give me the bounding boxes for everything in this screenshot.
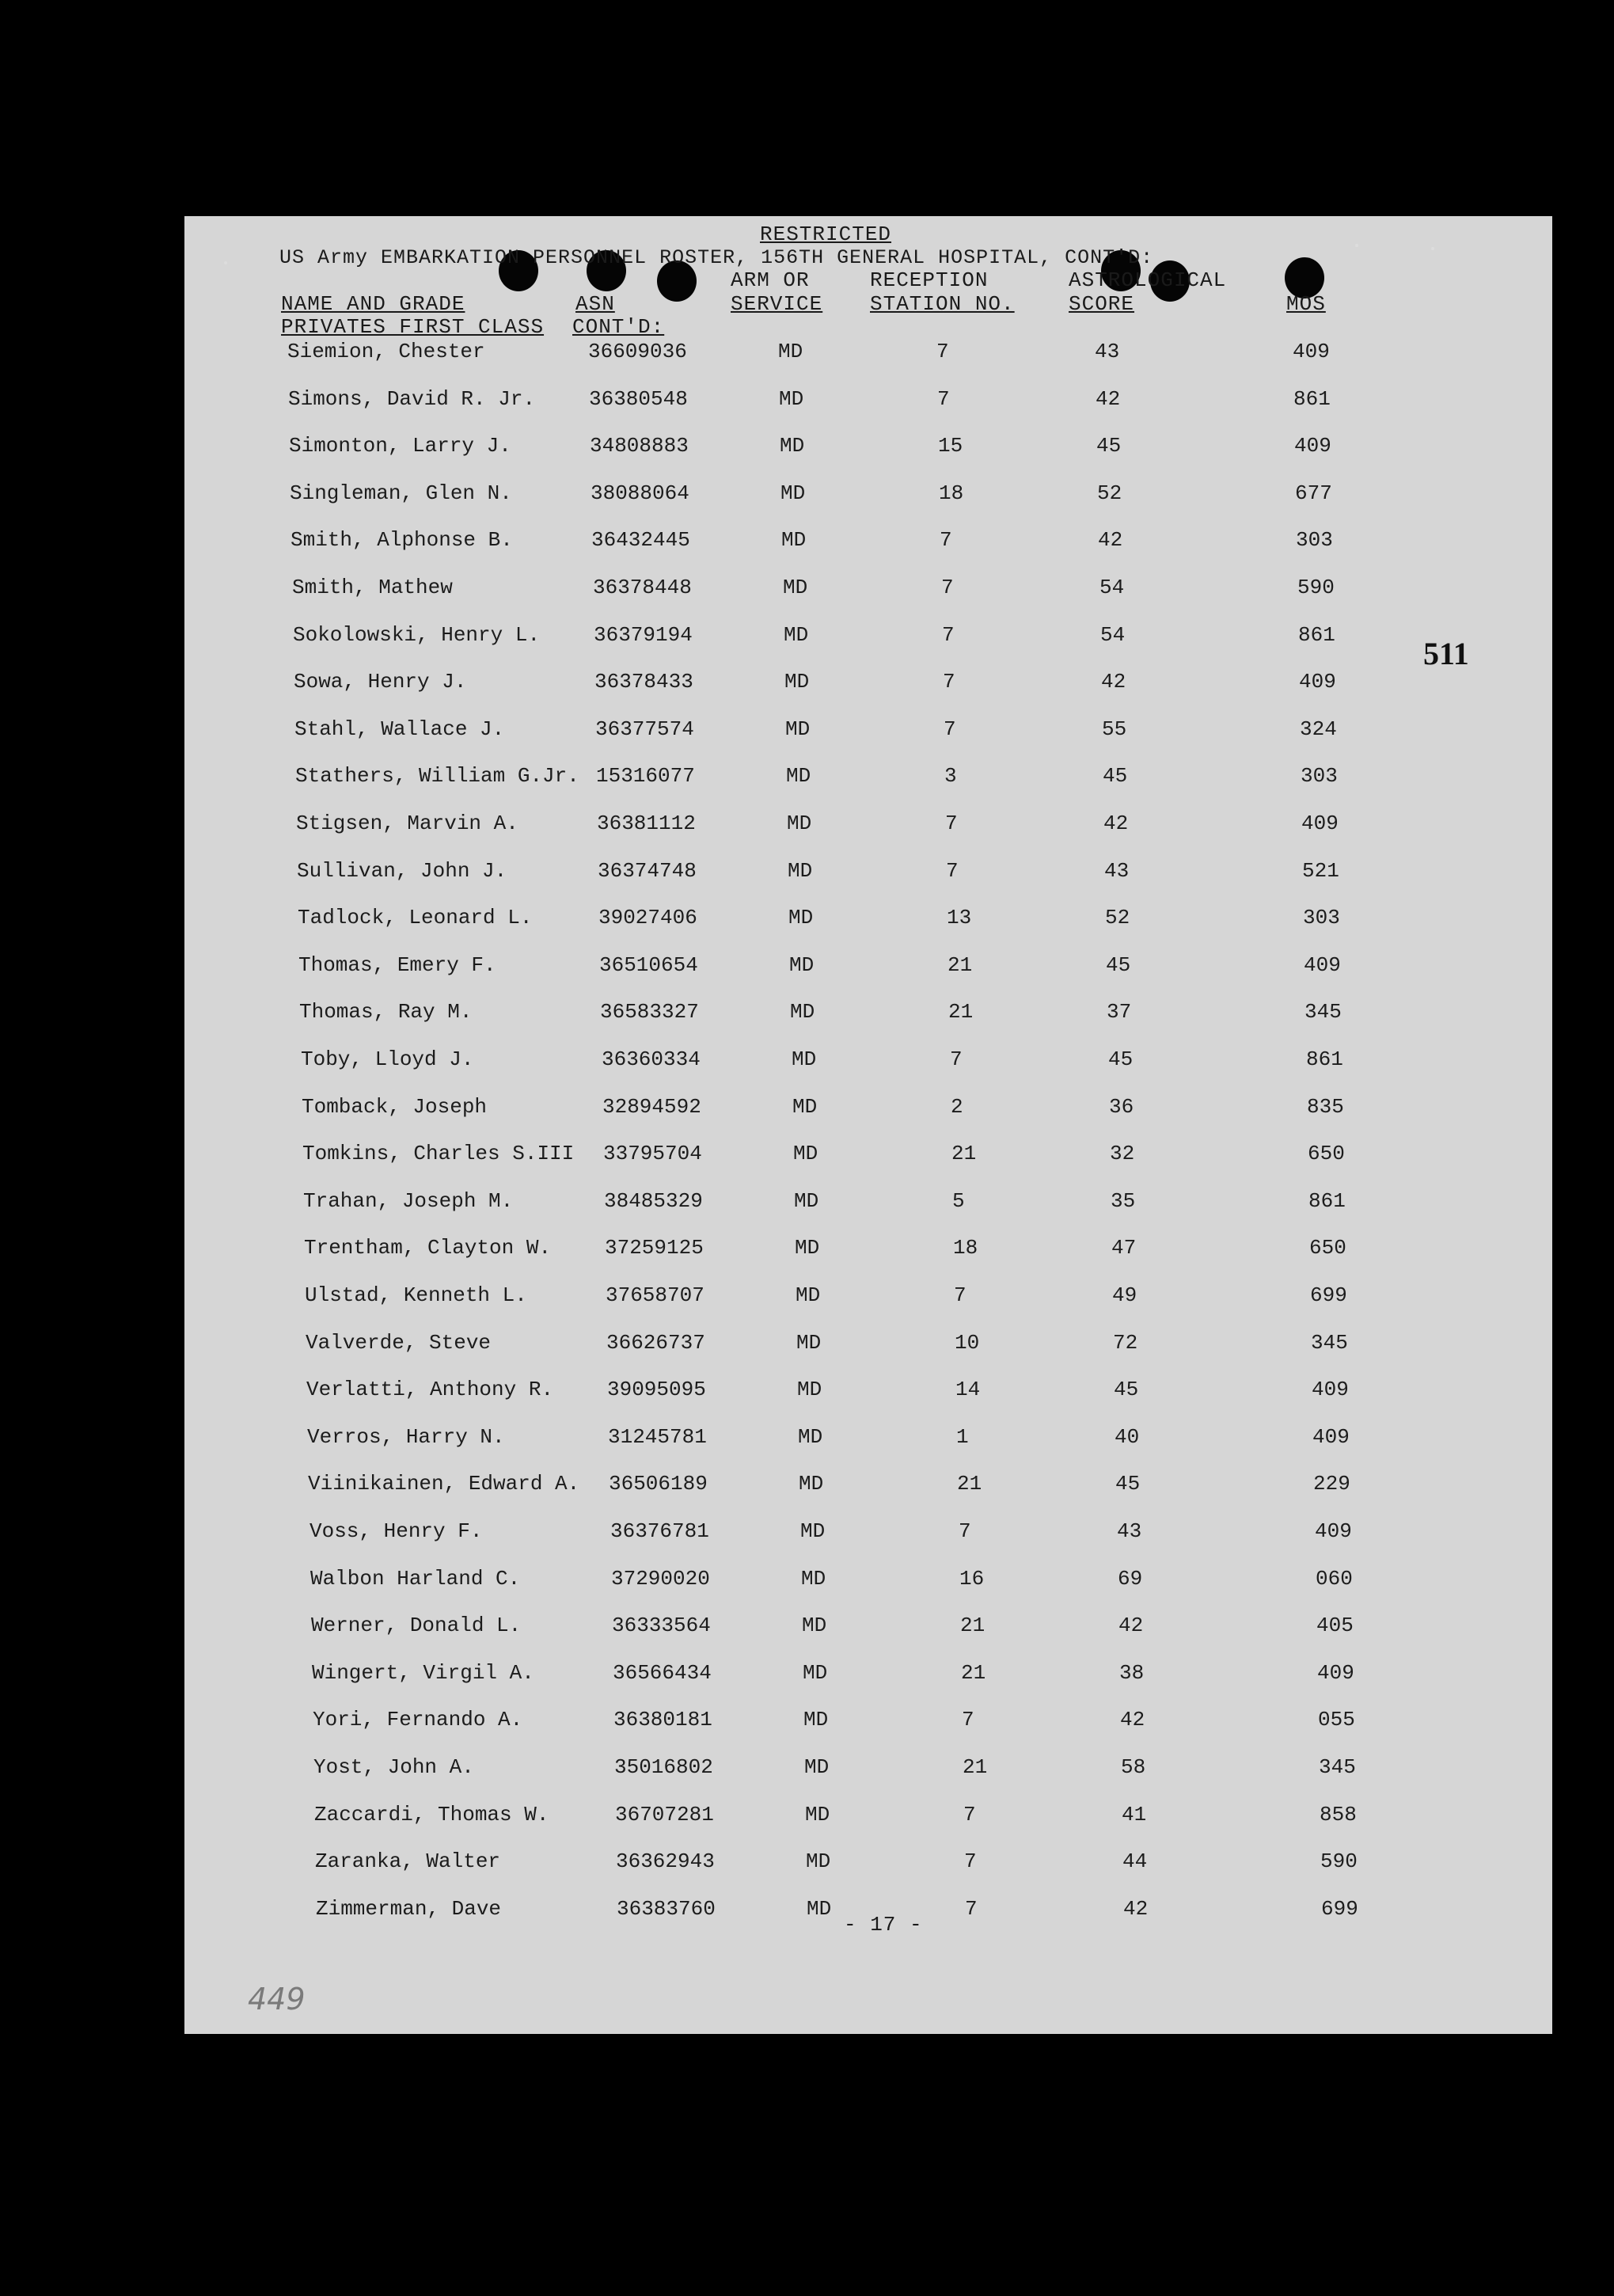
cell-mos: 324	[1300, 717, 1337, 741]
cell-name: Zaranka, Walter	[315, 1849, 501, 1874]
cell-score: 54	[1099, 576, 1125, 599]
cell-arm: MD	[801, 1566, 826, 1591]
cell-station: 21	[957, 1472, 982, 1496]
table-row	[184, 1047, 1552, 1079]
roster-title: US Army EMBARKATION PERSONNEL ROSTER, 156TH GENERAL HOSPITAL, CONT'D:	[279, 246, 1154, 269]
cell-name: Sullivan, John J.	[297, 858, 507, 883]
cell-station: 7	[943, 670, 955, 694]
cell-name: Tadlock, Leonard L.	[298, 906, 533, 930]
cell-mos: 409	[1294, 434, 1331, 458]
cell-station: 7	[942, 622, 955, 647]
cell-score: 36	[1109, 1094, 1134, 1119]
table-row	[184, 1189, 1552, 1221]
table-row	[184, 1331, 1552, 1363]
table-row	[184, 1567, 1552, 1598]
restricted-label: RESTRICTED	[760, 222, 892, 246]
document-page	[184, 216, 1552, 2034]
col-score-top: ASTROLOGICAL	[1069, 268, 1227, 292]
cell-station: 7	[937, 386, 950, 411]
cell-arm: MD	[784, 622, 809, 647]
cell-asn: 36707281	[615, 1802, 714, 1827]
cell-mos: 521	[1302, 858, 1339, 883]
col-station-top: RECEPTION	[870, 268, 989, 292]
pencil-note: 449	[248, 1982, 306, 2017]
table-row	[184, 481, 1552, 513]
cell-asn: 33795704	[603, 1142, 702, 1166]
cell-mos: 405	[1316, 1614, 1354, 1638]
cell-asn: 36333564	[612, 1614, 711, 1638]
cell-asn: 35016802	[614, 1755, 713, 1779]
cell-station: 7	[944, 717, 956, 741]
cell-arm: MD	[806, 1849, 831, 1874]
cell-arm: MD	[785, 717, 811, 741]
table-row	[184, 859, 1552, 891]
cell-arm: MD	[799, 1472, 824, 1496]
cell-mos: 858	[1320, 1802, 1357, 1827]
cell-score: 38	[1119, 1660, 1145, 1685]
cell-name: Tomback, Joseph	[302, 1094, 488, 1119]
cell-arm: MD	[792, 1094, 818, 1119]
col-arm-top: ARM OR	[731, 268, 810, 292]
cell-station: 7	[940, 528, 952, 553]
cell-mos: 699	[1321, 1896, 1358, 1921]
cell-arm: MD	[796, 1283, 821, 1307]
cell-asn: 38485329	[604, 1188, 703, 1213]
cell-station: 13	[947, 906, 972, 930]
cell-asn: 38088064	[591, 481, 689, 505]
table-row	[184, 1519, 1552, 1551]
cell-arm: MD	[786, 764, 811, 789]
cell-station: 21	[948, 952, 973, 977]
cell-mos: 861	[1306, 1047, 1343, 1071]
cell-asn: 36566434	[613, 1660, 712, 1685]
cell-arm: MD	[793, 1142, 818, 1166]
cell-arm: MD	[803, 1660, 828, 1685]
cell-asn: 37290020	[611, 1566, 710, 1591]
table-row	[184, 434, 1552, 466]
cell-name: Thomas, Ray M.	[299, 1000, 473, 1024]
cell-station: 7	[945, 812, 958, 835]
cell-asn: 36381112	[597, 812, 696, 835]
scan-speck	[224, 261, 227, 264]
cell-asn: 36360334	[602, 1047, 701, 1071]
cell-asn: 34808883	[590, 434, 689, 458]
table-row	[184, 1283, 1552, 1315]
table-row	[184, 812, 1552, 843]
cell-score: 54	[1100, 622, 1126, 647]
cell-station: 21	[961, 1660, 986, 1685]
cell-score: 43	[1095, 340, 1120, 363]
table-row	[184, 1708, 1552, 1739]
table-row	[184, 1803, 1552, 1834]
page-footer: - 17 -	[844, 1913, 923, 1937]
table-row	[184, 1472, 1552, 1503]
cell-arm: MD	[798, 1424, 823, 1449]
cell-arm: MD	[789, 952, 815, 977]
cell-station: 3	[944, 764, 957, 789]
cell-score: 42	[1120, 1708, 1145, 1732]
cell-name: Verros, Harry N.	[307, 1424, 505, 1449]
cell-name: Zaccardi, Thomas W.	[314, 1802, 549, 1827]
cell-arm: MD	[778, 340, 803, 363]
cell-mos: 835	[1307, 1094, 1344, 1119]
cell-name: Toby, Lloyd J.	[301, 1047, 474, 1071]
cell-asn: 31245781	[608, 1424, 707, 1449]
cell-name: Stigsen, Marvin A.	[296, 812, 518, 835]
cell-name: Trahan, Joseph M.	[303, 1188, 514, 1213]
table-row	[184, 1755, 1552, 1787]
table-row	[184, 906, 1552, 937]
cell-name: Sokolowski, Henry L.	[293, 622, 541, 647]
cell-score: 72	[1113, 1330, 1138, 1355]
cell-station: 21	[960, 1614, 985, 1638]
cell-station: 7	[964, 1849, 977, 1874]
cell-mos: 409	[1301, 812, 1339, 835]
cell-asn: 36510654	[599, 952, 698, 977]
cell-asn: 36376781	[610, 1519, 709, 1543]
cell-asn: 36609036	[588, 340, 687, 363]
cell-asn: 32894592	[602, 1094, 701, 1119]
cell-station: 7	[946, 858, 959, 883]
cell-score: 45	[1115, 1472, 1141, 1496]
cell-name: Trentham, Clayton W.	[304, 1236, 552, 1260]
cell-name: Thomas, Emery F.	[298, 952, 496, 977]
cell-asn: 15316077	[596, 764, 695, 789]
cell-mos: 650	[1308, 1142, 1345, 1166]
cell-asn: 36506189	[609, 1472, 708, 1496]
cell-arm: MD	[783, 576, 808, 599]
cell-station: 7	[954, 1283, 967, 1307]
cell-arm: MD	[788, 858, 813, 883]
cell-score: 49	[1112, 1283, 1137, 1307]
cell-asn: 36374748	[598, 858, 697, 883]
cell-mos: 409	[1317, 1660, 1354, 1685]
cell-station: 7	[959, 1519, 971, 1543]
table-row	[184, 1425, 1552, 1457]
cell-score: 42	[1101, 670, 1126, 694]
cell-mos: 861	[1298, 622, 1335, 647]
cell-station: 18	[953, 1236, 978, 1260]
cell-score: 32	[1110, 1142, 1135, 1166]
cell-station: 15	[938, 434, 963, 458]
cell-name: Voss, Henry F.	[310, 1519, 483, 1543]
table-row	[184, 764, 1552, 796]
cell-asn: 36583327	[600, 1000, 699, 1024]
cell-arm: MD	[788, 906, 814, 930]
cell-arm: MD	[780, 481, 806, 505]
cell-station: 7	[963, 1802, 976, 1827]
cell-score: 43	[1104, 858, 1130, 883]
table-row	[184, 528, 1552, 560]
cell-arm: MD	[784, 670, 810, 694]
cell-mos: 590	[1297, 576, 1335, 599]
cell-station: 7	[941, 576, 954, 599]
scan-speck	[1431, 247, 1434, 250]
cell-name: Sowa, Henry J.	[294, 670, 467, 694]
cell-asn: 36377574	[595, 717, 694, 741]
table-row	[184, 576, 1552, 607]
cell-asn: 36432445	[591, 528, 690, 553]
cell-score: 45	[1114, 1378, 1139, 1402]
cell-mos: 345	[1319, 1755, 1356, 1779]
table-row	[184, 1849, 1552, 1881]
cell-mos: 409	[1304, 952, 1341, 977]
table-row	[184, 717, 1552, 749]
cell-asn: 36626737	[606, 1330, 705, 1355]
cell-score: 52	[1097, 481, 1122, 505]
cell-name: Zimmerman, Dave	[316, 1896, 502, 1921]
table-row	[184, 1142, 1552, 1173]
cell-asn: 36380548	[589, 386, 688, 411]
table-row	[184, 1095, 1552, 1127]
cell-asn: 36380181	[613, 1708, 712, 1732]
cell-arm: MD	[807, 1896, 832, 1921]
section-label: PRIVATES FIRST CLASS	[281, 315, 545, 339]
cell-station: 21	[963, 1755, 988, 1779]
margin-page-number: 511	[1423, 636, 1469, 671]
cell-score: 52	[1105, 906, 1130, 930]
cell-station: 16	[959, 1566, 985, 1591]
col-asn-header: ASN	[575, 292, 615, 316]
cell-asn: 36378448	[593, 576, 692, 599]
cell-arm: MD	[805, 1802, 830, 1827]
cell-mos: 861	[1308, 1188, 1346, 1213]
cell-score: 44	[1122, 1849, 1148, 1874]
cell-arm: MD	[803, 1708, 829, 1732]
cell-score: 58	[1121, 1755, 1146, 1779]
cell-name: Viinikainen, Edward A.	[308, 1472, 580, 1496]
cell-name: Singleman, Glen N.	[290, 481, 512, 505]
cell-mos: 409	[1312, 1378, 1349, 1402]
cell-name: Simons, David R. Jr.	[288, 386, 536, 411]
cell-arm: MD	[780, 434, 805, 458]
col-name-header: NAME AND GRADE	[281, 292, 465, 316]
cell-mos: 229	[1313, 1472, 1350, 1496]
cell-arm: MD	[781, 528, 807, 553]
cell-arm: MD	[802, 1614, 827, 1638]
cell-arm: MD	[795, 1236, 820, 1260]
cell-arm: MD	[796, 1330, 822, 1355]
col-station-header: STATION NO.	[870, 292, 1015, 316]
cell-score: 35	[1111, 1188, 1136, 1213]
cell-name: Valverde, Steve	[306, 1330, 492, 1355]
cell-mos: 060	[1316, 1566, 1353, 1591]
col-arm-header: SERVICE	[731, 292, 823, 316]
table-row	[184, 623, 1552, 655]
cell-name: Simonton, Larry J.	[289, 434, 511, 458]
cell-mos: 409	[1315, 1519, 1352, 1543]
cell-station: 21	[951, 1142, 977, 1166]
cell-score: 42	[1098, 528, 1123, 553]
cell-mos: 650	[1309, 1236, 1346, 1260]
cell-mos: 590	[1320, 1849, 1358, 1874]
cell-score: 69	[1118, 1566, 1143, 1591]
cell-name: Wingert, Virgil A.	[312, 1660, 534, 1685]
cell-arm: MD	[787, 812, 812, 835]
cell-score: 40	[1115, 1424, 1140, 1449]
cell-name: Tomkins, Charles S.III	[302, 1142, 575, 1166]
cell-station: 1	[956, 1424, 969, 1449]
cell-mos: 055	[1318, 1708, 1355, 1732]
cell-asn: 39095095	[607, 1378, 706, 1402]
cell-score: 45	[1096, 434, 1122, 458]
cell-asn: 36362943	[616, 1849, 715, 1874]
cell-station: 5	[952, 1188, 965, 1213]
cell-score: 45	[1108, 1047, 1134, 1071]
cell-score: 42	[1103, 812, 1129, 835]
cell-mos: 303	[1303, 906, 1340, 930]
cell-score: 55	[1102, 717, 1127, 741]
table-row	[184, 1000, 1552, 1032]
col-mos-header: MOS	[1286, 292, 1326, 316]
cell-score: 45	[1103, 764, 1128, 789]
cell-name: Smith, Mathew	[292, 576, 453, 599]
cell-station: 14	[955, 1378, 981, 1402]
cell-score: 47	[1111, 1236, 1137, 1260]
cell-arm: MD	[792, 1047, 817, 1071]
cell-station: 7	[936, 340, 949, 363]
cell-station: 7	[962, 1708, 974, 1732]
cell-score: 45	[1106, 952, 1131, 977]
cell-station: 18	[939, 481, 964, 505]
cell-name: Walbon Harland C.	[310, 1566, 521, 1591]
cell-mos: 303	[1301, 764, 1338, 789]
cell-name: Siemion, Chester	[287, 340, 485, 363]
cell-name: Smith, Alphonse B.	[291, 528, 513, 553]
cell-name: Yori, Fernando A.	[313, 1708, 523, 1732]
cell-name: Stahl, Wallace J.	[294, 717, 505, 741]
table-row	[184, 1236, 1552, 1268]
table-row	[184, 1378, 1552, 1409]
cell-name: Yost, John A.	[313, 1755, 474, 1779]
cell-score: 42	[1123, 1896, 1149, 1921]
cell-arm: MD	[804, 1755, 830, 1779]
scan-speck	[1355, 244, 1358, 247]
cell-name: Stathers, William G.Jr.	[295, 764, 579, 789]
cell-arm: MD	[779, 386, 804, 411]
cell-name: Ulstad, Kenneth L.	[305, 1283, 527, 1307]
cell-station: 2	[951, 1094, 963, 1119]
col-score-header: SCORE	[1069, 292, 1135, 316]
cell-name: Verlatti, Anthony R.	[306, 1378, 554, 1402]
cell-score: 37	[1107, 1000, 1132, 1024]
table-row	[184, 953, 1552, 985]
cell-asn: 37658707	[606, 1283, 704, 1307]
cell-mos: 345	[1311, 1330, 1348, 1355]
cell-station: 7	[965, 1896, 978, 1921]
cell-asn: 36379194	[594, 622, 693, 647]
cell-mos: 409	[1299, 670, 1336, 694]
table-row	[184, 387, 1552, 419]
cell-mos: 861	[1293, 386, 1331, 411]
cell-station: 10	[955, 1330, 980, 1355]
cell-mos: 409	[1293, 340, 1330, 363]
cell-mos: 409	[1312, 1424, 1350, 1449]
cell-name: Werner, Donald L.	[311, 1614, 522, 1638]
cell-mos: 677	[1295, 481, 1332, 505]
cell-station: 7	[950, 1047, 963, 1071]
cell-score: 42	[1096, 386, 1121, 411]
table-row	[184, 670, 1552, 701]
cell-score: 41	[1122, 1802, 1147, 1827]
section-contd: CONT'D:	[572, 315, 665, 339]
cell-score: 42	[1118, 1614, 1144, 1638]
cell-arm: MD	[797, 1378, 822, 1402]
cell-mos: 303	[1296, 528, 1333, 553]
cell-asn: 36383760	[617, 1896, 716, 1921]
cell-arm: MD	[800, 1519, 826, 1543]
cell-mos: 699	[1310, 1283, 1347, 1307]
cell-station: 21	[948, 1000, 974, 1024]
table-row	[184, 1661, 1552, 1693]
cell-asn: 39027406	[598, 906, 697, 930]
cell-mos: 345	[1304, 1000, 1342, 1024]
table-row	[184, 1614, 1552, 1645]
cell-arm: MD	[794, 1188, 819, 1213]
cell-asn: 36378433	[594, 670, 693, 694]
cell-arm: MD	[790, 1000, 815, 1024]
table-row	[184, 340, 1552, 371]
cell-score: 43	[1117, 1519, 1142, 1543]
cell-asn: 37259125	[605, 1236, 704, 1260]
